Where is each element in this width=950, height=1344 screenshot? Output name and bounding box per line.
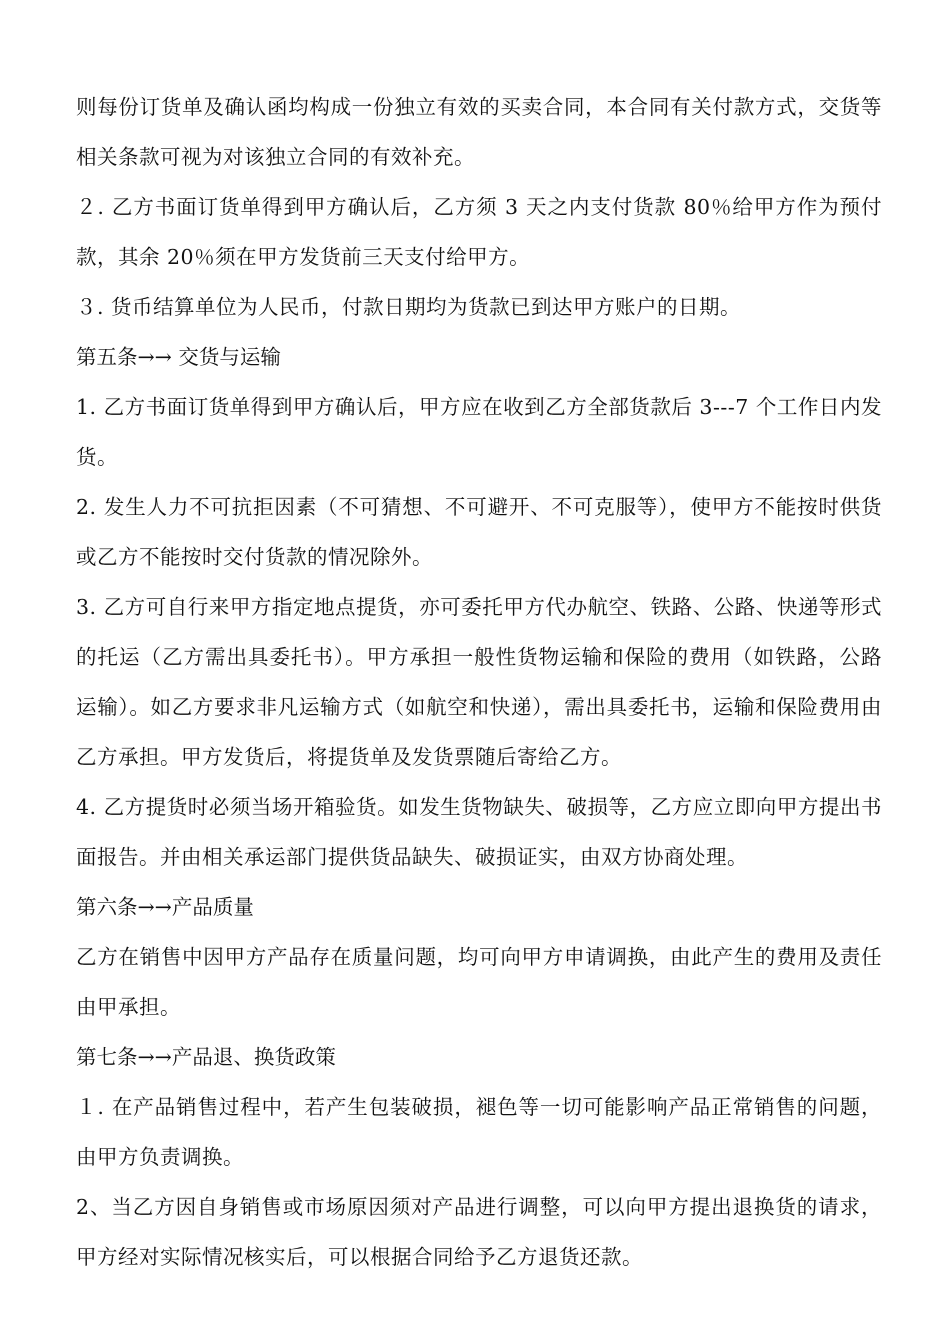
- paragraph-delivery-time: 1. 乙方书面订货单得到甲方确认后，甲方应在收到乙方全部货款后 3---7 个工作日内发货。: [76, 395, 882, 469]
- paragraph-currency: ３. 货币结算单位为人民币，付款日期均为货款已到达甲方账户的日期。: [76, 295, 742, 319]
- paragraph-contract-independence: 则每份订货单及确认函均构成一份独立有效的买卖合同，本合同有关付款方式，交货等相关条款可视为对该独立合同的有效补充。: [76, 95, 882, 169]
- paragraph-quality: 乙方在销售中因甲方产品存在质量问题，均可向甲方申请调换，由此产生的费用及责任由甲承担。: [76, 945, 882, 1019]
- paragraph-returns-damage: １. 在产品销售过程中，若产生包装破损，褪色等一切可能影响产品正常销售的问题，由甲方负责调换。: [76, 1095, 882, 1169]
- paragraph-inspection: 4. 乙方提货时必须当场开箱验货。如发生货物缺失、破损等，乙方应立即向甲方提出书面报告。并由相关承运部门提供货品缺失、破损证实，由双方协商处理。: [76, 795, 882, 869]
- section-heading-quality: 第六条→→产品质量: [76, 895, 254, 919]
- paragraph-returns-adjustment: 2、当乙方因自身销售或市场原因须对产品进行调整，可以向甲方提出退换货的请求，甲方经对实际情况核实后，可以根据合同给予乙方退货还款。: [76, 1195, 882, 1269]
- document-body: [76, 82, 882, 1282]
- section-heading-delivery: 第五条→→ 交货与运输: [76, 345, 281, 369]
- section-heading-returns: 第七条→→产品退、换货政策: [76, 1045, 336, 1069]
- paragraph-shipping: 3. 乙方可自行来甲方指定地点提货，亦可委托甲方代办航空、铁路、公路、快递等形式的托运（乙方需出具委托书）。甲方承担一般性货物运输和保险的费用（如铁路，公路运输）。如乙方要求非凡运输方式（如航空和快递），需出具委托书，运输和保险费用由乙方承担。甲方发货后，将提货单及发货票随后寄给乙方。: [76, 595, 882, 769]
- paragraph-force-majeure: 2. 发生人力不可抗拒因素（不可猜想、不可避开、不可克服等），使甲方不能按时供货或乙方不能按时交付货款的情况除外。: [76, 495, 882, 569]
- paragraph-payment-terms: ２. 乙方书面订货单得到甲方确认后，乙方须 3 天之内支付货款 80％给甲方作为预付款，其余 20％须在甲方发货前三天支付给甲方。: [76, 195, 882, 269]
